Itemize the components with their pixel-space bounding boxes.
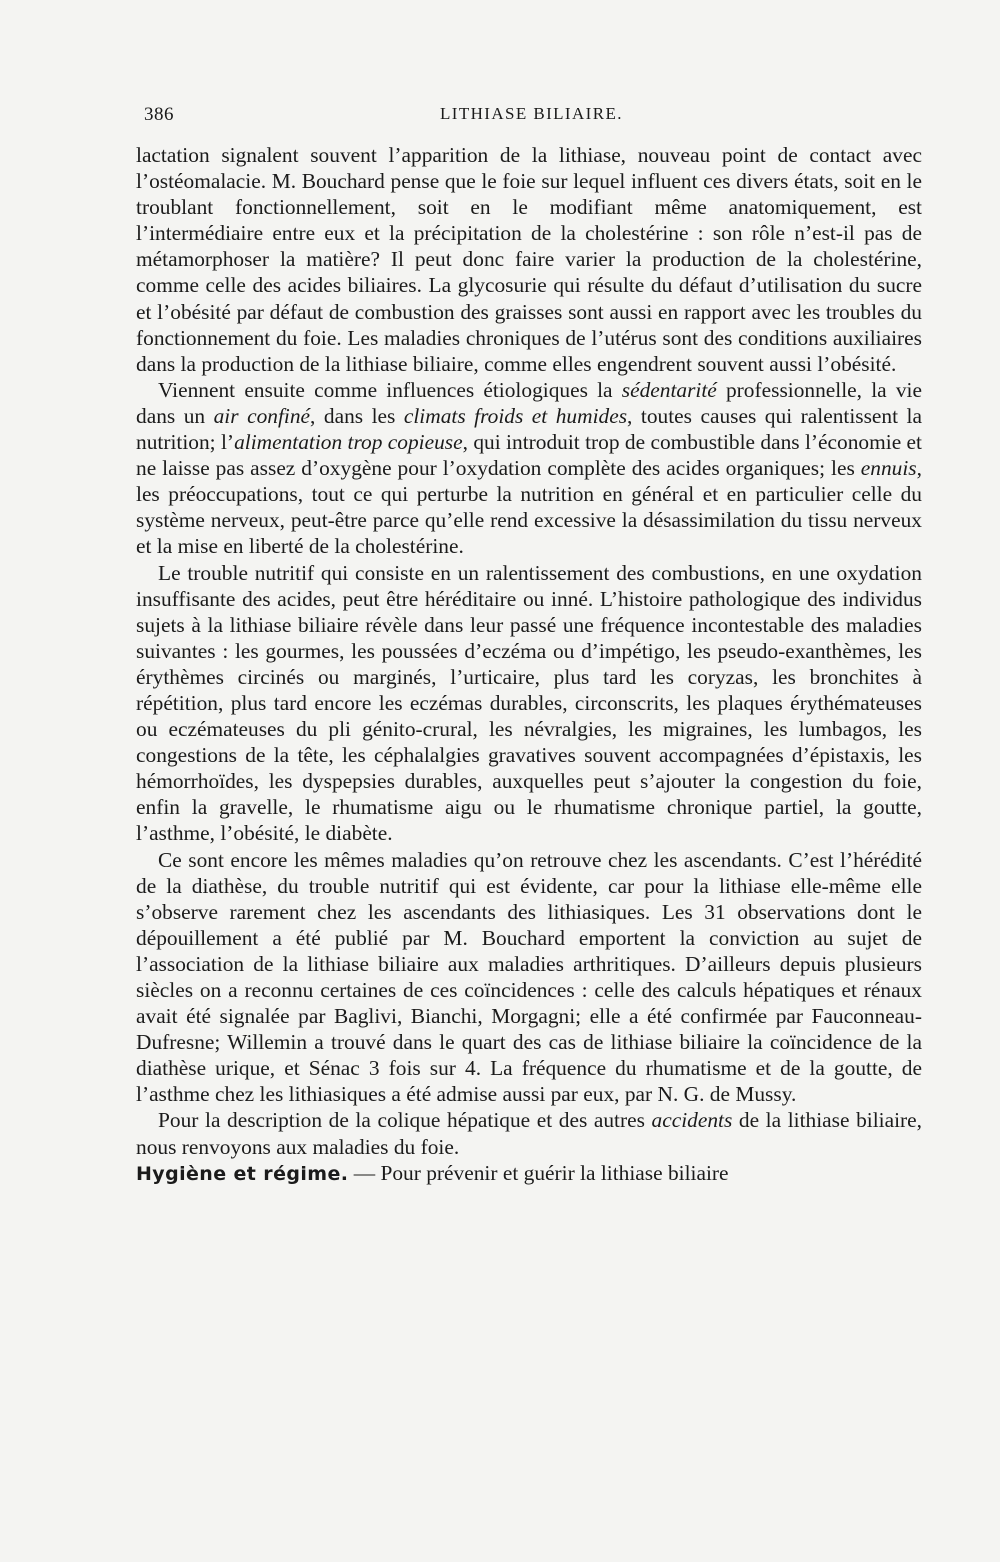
paragraph-list xyxy=(136,142,922,1160)
paragraph-p5 xyxy=(136,1107,922,1159)
body-text xyxy=(136,142,922,1187)
text-run: lactation signalent souvent l’apparition de la lithiase, nouveau point de contact avec l’ostéomalacie. M. Bouchard pense que le foie sur lequel influent ces divers états, soit en le troublant fonctionnellement, soit en le modifiant même anatomiquement, est l’intermédiaire entre eux et la précipitation de la cholestérine : son rôle n’est-il pas de métamorphoser la matière? Il peut donc faire varier la production de la cholestérine, comme celle des acides biliaires. La glycosurie qui résulte du défaut d’utilisation du sucre et l’obésité par défaut de combustion des graisses sont aussi en rapport avec les troubles du fonctionnement du foie. Les maladies chroniques de l’utérus sont des conditions auxiliaires dans la production de la lithiase biliaire, comme elles engendrent souvent aussi l’obésité. xyxy=(136,143,922,376)
section-text: Pour prévenir et guérir la lithiase biliaire xyxy=(380,1160,729,1185)
text-run: , dans les xyxy=(310,403,404,428)
text-run: , qui introduit trop de combustible dans l’économie et ne laisse pas assez d’oxygène pour l’oxydation complète des acides organiques; les xyxy=(136,430,922,481)
text-run: Viennent ensuite comme influences étiologiques la xyxy=(158,377,622,402)
section-dash: — xyxy=(348,1160,381,1185)
paragraph-p3 xyxy=(136,560,922,847)
running-head xyxy=(144,104,914,132)
paragraph-p1 xyxy=(136,142,922,377)
text-run: de la lithiase biliaire, nous renvoyons aux maladies du foie. xyxy=(136,1108,922,1159)
text-run: , toutes causes qui ralentissent la nutrition; l’ xyxy=(136,403,922,455)
text-run: , les préoccupations, tout ce qui perturbe la nutrition en général et en particulier celle du système nerveux, peut-être parce qu’elle rend excessive la désassimilation du tissu nerveux et la mise en liberté de la cholestérine. xyxy=(136,456,922,559)
section-heading-paragraph xyxy=(136,1160,922,1187)
text-run: professionnelle, la vie dans un xyxy=(136,377,922,428)
text-run: Le trouble nutritif qui consiste en un ralentissement des combustions, en une oxydation insuffisante des acides, peut être héréditaire ou inné. L’histoire pathologique des individus sujets à la lithiase biliaire révèle dans leur passé une fréquence incontestable des maladies suivantes : les gourmes, les poussées d’eczéma ou d’impétigo, les pseudo-exanthèmes, les érythèmes circinés ou marginés, l’urticaire, plus tard les coryzas, les bronchites à répétition, plus tard encore les eczémas durables, circonscrits, les plaques érythémateuses ou eczémateuses du pli génito-crural, les névralgies, les migraines, les lumbagos, les congestions de la tête, les céphalalgies gravatives souvent accompagnées d’épistaxis, les hémorrhoïdes, les dyspepsies durables, auxquelles peut s’ajouter la congestion du foie, enfin la gravelle, le rhumatisme aigu ou le rhumatisme chronique partiel, la goutte, l’asthme, l’obésité, le diabète. xyxy=(136,560,922,846)
italic-term: alimentation trop copieuse xyxy=(234,430,463,455)
italic-term: climats froids et humides xyxy=(403,403,628,428)
section-title: Hygiène et régime. xyxy=(136,1162,349,1185)
paragraph-p2 xyxy=(136,377,922,560)
text-run: Pour la description de la colique hépatique et des autres xyxy=(158,1108,652,1133)
text-run: Ce sont encore les mêmes maladies qu’on retrouve chez les ascendants. C’est l’hérédité de la diathèse, du trouble nutritif qui est évidente, car pour la lithiase elle-même elle s’observe rarement chez les ascendants des lithiasiques. Les 31 observations dont le dépouillement a été publié par M. Bouchard emportent la conviction au sujet de l’association de la lithiase biliaire aux maladies arthritiques. D’ailleurs depuis plusieurs siècles on a reconnu certaines de ces coïncidences : celle des calculs hépatiques et rénaux avait été signalée par Baglivi, Bianchi, Morgagni; elle a été confirmée par Fauconneau-Dufresne; Willemin a trouvé dans le quart des cas de lithiase biliaire la coïncidence de la diathèse urique, et Sénac 3 fois sur 4. La fréquence du rhumatisme et de la goutte, de l’asthme chez les lithiasiques a été admise aussi par eux, par N. G. de Mussy. xyxy=(136,847,922,1107)
italic-term: air confiné xyxy=(213,403,311,428)
paragraph-p4 xyxy=(136,847,922,1108)
italic-term: accidents xyxy=(651,1108,733,1133)
running-title: LITHIASE BILIAIRE. xyxy=(440,104,623,123)
italic-term: ennuis xyxy=(860,456,917,481)
page-number: 386 xyxy=(144,104,174,125)
italic-term: sédentarité xyxy=(621,377,717,402)
